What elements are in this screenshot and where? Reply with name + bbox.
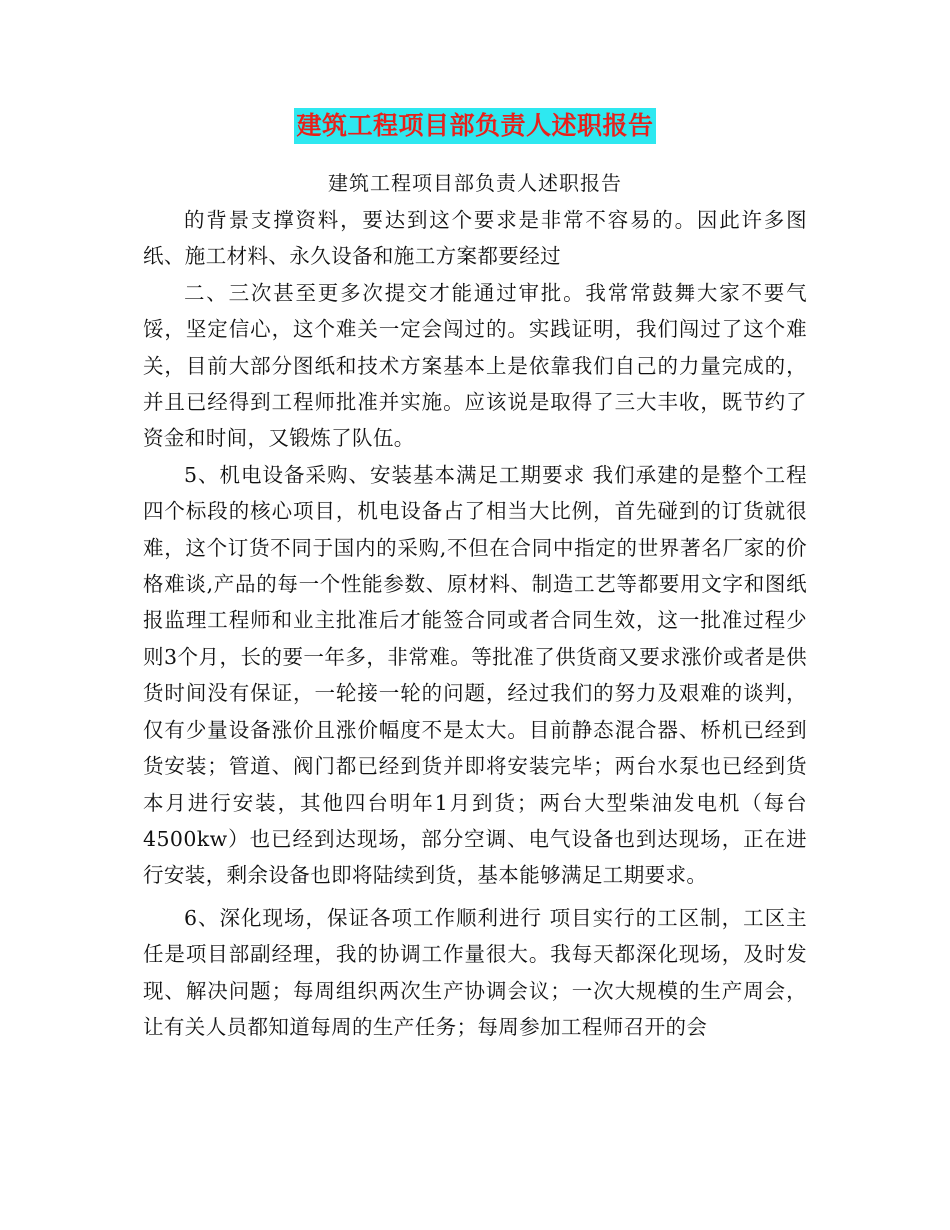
paragraph-1: 的背景支撑资料，要达到这个要求是非常不容易的。因此许多图纸、施工材料、永久设备和施工方案都要经过 xyxy=(143,208,807,269)
paragraph-4: 6、深化现场，保证各项工作顺利进行 项目实行的工区制，工区主任是项目部副经理，我的协调工作量很大。我每天都深化现场，及时发现、解决问题；每周组织两次生产协调会议；一次大规模的生产周会，让有关人员都知道每周的生产任务；每周参加工程师召开的会 xyxy=(143,905,807,1039)
paragraph-3: 5、机电设备采购、安装基本满足工期要求 我们承建的是整个工程四个标段的核心项目，机电设备占了相当大比例，首先碰到的订货就很难，这个订货不同于国内的采购,不但在合同中指定的世界著名厂家的价格难谈,产品的每一个性能参数、原材料、制造工艺等都要用文字和图纸报监理工程师和业主批准后才能签合同或者合同生效，这一批准过程少则3个月，长的要一年多，非常难。等批准了供货商又要求涨价或者是供货时间没有保证，一轮接一轮的问题，经过我们的努力及艰难的谈判，仅有少量设备涨价且涨价幅度不是太大。目前静态混合器、桥机已经到货安装；管道、阀门都已经到货并即将安装完毕；两台水泵也已经到货本月进行安装，其他四台明年1月到货；两台大型柴油发电机（每台4500kw）也已经到达现场，部分空调、电气设备也到达现场，正在进行安装，剩余设备也即将陆续到货，基本能够满足工期要求。 xyxy=(143,462,807,888)
document-subtitle: 建筑工程项目部负责人述职报告 xyxy=(328,171,622,195)
title-wrap xyxy=(0,108,950,144)
document-title: 建筑工程项目部负责人述职报告 xyxy=(294,108,655,144)
document-body xyxy=(143,202,807,1045)
paragraph-2: 二、三次甚至更多次提交才能通过审批。我常常鼓舞大家不要气馁，坚定信心，这个难关一定会闯过的。实践证明，我们闯过了这个难关，目前大部分图纸和技术方案基本上是依靠我们自己的力量完成的，并且已经得到工程师批准并实施。应该说是取得了三大丰收，既节约了资金和时间，又锻炼了队伍。 xyxy=(143,280,807,451)
